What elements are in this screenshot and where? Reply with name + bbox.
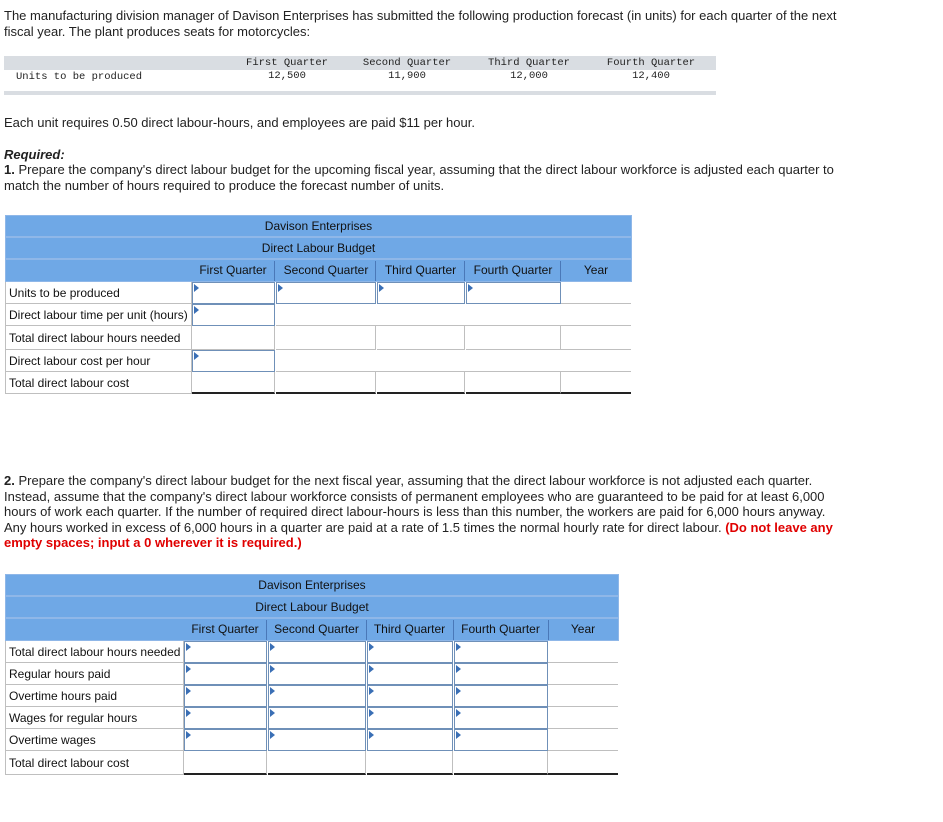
- t2-reg-wages-q2-input[interactable]: [268, 707, 366, 729]
- t1-cost-year: [561, 372, 631, 394]
- table1-col-q1: First Quarter: [199, 263, 267, 277]
- instruction-note: (Do not leave any empty spaces; input a 0 wherever it is required.): [4, 519, 833, 550]
- labour-info-text: Each unit requires 0.50 direct labour-hours, and employees are paid $11 per hour.: [4, 115, 475, 130]
- divider: [375, 261, 376, 281]
- forecast-quarter-3: Third Quarter 12,000: [474, 57, 584, 83]
- t2-regular-q4-input[interactable]: [454, 663, 548, 685]
- t2-hours-q4-input[interactable]: [454, 641, 548, 663]
- t2-regular-q2-input[interactable]: [268, 663, 366, 685]
- t2-cost-q1: [184, 751, 267, 775]
- table2-row-total-hours: Total direct labour hours needed: [5, 641, 184, 663]
- divider: [548, 620, 549, 640]
- t2-ot-hours-q2-input[interactable]: [268, 685, 366, 707]
- t1-cost-q1: [192, 372, 275, 394]
- t2-ot-wages-year: [548, 729, 618, 751]
- t1-rate-q1-input[interactable]: [192, 350, 275, 372]
- table2-col-q2: Second Quarter: [274, 622, 359, 636]
- t1-hours-q4: [466, 326, 561, 350]
- table1-col-year: Year: [583, 263, 609, 277]
- table2-row-overtime-wages: Overtime wages: [5, 729, 184, 751]
- table1-col-q3: Third Quarter: [384, 263, 457, 277]
- t2-reg-wages-q1-input[interactable]: [184, 707, 267, 729]
- forecast-bottom-bar: [4, 91, 716, 95]
- divider: [366, 620, 367, 640]
- t1-time-q1-input[interactable]: [192, 304, 275, 326]
- t1-cost-q4: [466, 372, 561, 394]
- t2-cost-q3: [367, 751, 453, 775]
- intro-text: The manufacturing division manager of Davison Enterprises has submitted the following production forecast (in units) for each quarter of the next fiscal year. The plant produces seats for motorcycles:: [4, 8, 837, 39]
- question-1: 1. Prepare the company's direct labour budget for the upcoming fiscal year, assuming that the direct labour workforce is adjusted each quarter to match the number of hours required to produce the forecast number of units.: [4, 162, 834, 193]
- t1-hours-q1: [192, 326, 275, 350]
- table2-col-year: Year: [570, 622, 596, 636]
- t1-units-q4-input[interactable]: [466, 282, 561, 304]
- forecast-value-3: 12,000: [510, 70, 548, 82]
- table2-col-q3: Third Quarter: [373, 622, 446, 636]
- table1-row-cost-per-hour: Direct labour cost per hour: [5, 350, 192, 372]
- table1-col-q4: Fourth Quarter: [473, 263, 553, 277]
- t2-ot-wages-q2-input[interactable]: [268, 729, 366, 751]
- divider: [464, 261, 465, 281]
- t1-rate-rest: [276, 350, 631, 372]
- required-heading: Required:: [4, 147, 65, 162]
- table1-row-total-cost: Total direct labour cost: [5, 372, 192, 394]
- forecast-value-1: 12,500: [268, 70, 306, 82]
- forecast-value-2: 11,900: [388, 70, 426, 82]
- table2-title: Direct Labour Budget: [5, 596, 619, 618]
- t2-regular-year: [548, 663, 618, 685]
- table2-company: Davison Enterprises: [5, 574, 619, 596]
- t2-ot-wages-q4-input[interactable]: [454, 729, 548, 751]
- table1-row-total-hours: Total direct labour hours needed: [5, 326, 192, 350]
- table2-col-q4: Fourth Quarter: [461, 622, 540, 636]
- forecast-row-label: Units to be produced: [16, 71, 143, 83]
- t1-units-q1-input[interactable]: [192, 282, 275, 304]
- table2-row-regular-hours: Regular hours paid: [5, 663, 184, 685]
- t2-ot-hours-q1-input[interactable]: [184, 685, 267, 707]
- divider: [560, 261, 561, 281]
- table2-row-regular-wages: Wages for regular hours: [5, 707, 184, 729]
- forecast-value-4: 12,400: [632, 70, 670, 82]
- t1-hours-year: [561, 326, 631, 350]
- t2-reg-wages-q4-input[interactable]: [454, 707, 548, 729]
- table1-row-time-per-unit: Direct labour time per unit (hours): [5, 304, 192, 326]
- divider: [453, 620, 454, 640]
- table1-col-q2: Second Quarter: [283, 263, 369, 277]
- t2-hours-q2-input[interactable]: [268, 641, 366, 663]
- t1-units-year: [561, 282, 631, 304]
- table2-col-q1: First Quarter: [191, 622, 259, 636]
- t2-hours-q1-input[interactable]: [184, 641, 267, 663]
- question-2: 2. Prepare the company's direct labour budget for the next fiscal year, assuming that the direct labour workforce is not adjusted each quarter. Instead, assume that the company's direct labour workforce consists of permanent employees who are guaranteed to be paid for at least 6,000 hours of work each quarter. If the number of required direct labour-hours is less than this number, the workers are paid for 6,000 hours anyway. Any hours worked in excess of 6,000 hours in a quarter are paid at a rate of 1.5 times the normal hourly rate for direct labour. (Do not leave any empty spaces; input a 0 wherever it is required.): [4, 473, 833, 550]
- t1-units-q2-input[interactable]: [276, 282, 376, 304]
- forecast-quarter-4: Fourth Quarter 12,400: [596, 57, 706, 83]
- divider: [266, 620, 267, 640]
- table2-row-overtime-hours: Overtime hours paid: [5, 685, 184, 707]
- t2-cost-q2: [268, 751, 366, 775]
- t2-ot-hours-q3-input[interactable]: [367, 685, 453, 707]
- t2-cost-year: [548, 751, 618, 775]
- t2-hours-year: [548, 641, 618, 663]
- table2-row-total-cost: Total direct labour cost: [5, 751, 184, 775]
- t1-cost-q3: [377, 372, 465, 394]
- t1-cost-q2: [276, 372, 376, 394]
- t2-reg-wages-year: [548, 707, 618, 729]
- t2-regular-q3-input[interactable]: [367, 663, 453, 685]
- t2-hours-q3-input[interactable]: [367, 641, 453, 663]
- t2-cost-q4: [454, 751, 548, 775]
- t1-hours-q2: [276, 326, 376, 350]
- table1-row-units: Units to be produced: [5, 282, 192, 304]
- t1-time-rest: [276, 304, 631, 326]
- t2-ot-wages-q3-input[interactable]: [367, 729, 453, 751]
- forecast-quarter-2: Second Quarter 11,900: [352, 57, 462, 83]
- t1-units-q3-input[interactable]: [377, 282, 465, 304]
- t2-ot-wages-q1-input[interactable]: [184, 729, 267, 751]
- t2-ot-hours-year: [548, 685, 618, 707]
- table1-title: Direct Labour Budget: [5, 237, 632, 259]
- t2-regular-q1-input[interactable]: [184, 663, 267, 685]
- t2-ot-hours-q4-input[interactable]: [454, 685, 548, 707]
- divider: [274, 261, 275, 281]
- forecast-quarter-1: First Quarter 12,500: [232, 57, 342, 83]
- t2-reg-wages-q3-input[interactable]: [367, 707, 453, 729]
- t1-hours-q3: [377, 326, 465, 350]
- table1-company: Davison Enterprises: [5, 215, 632, 237]
